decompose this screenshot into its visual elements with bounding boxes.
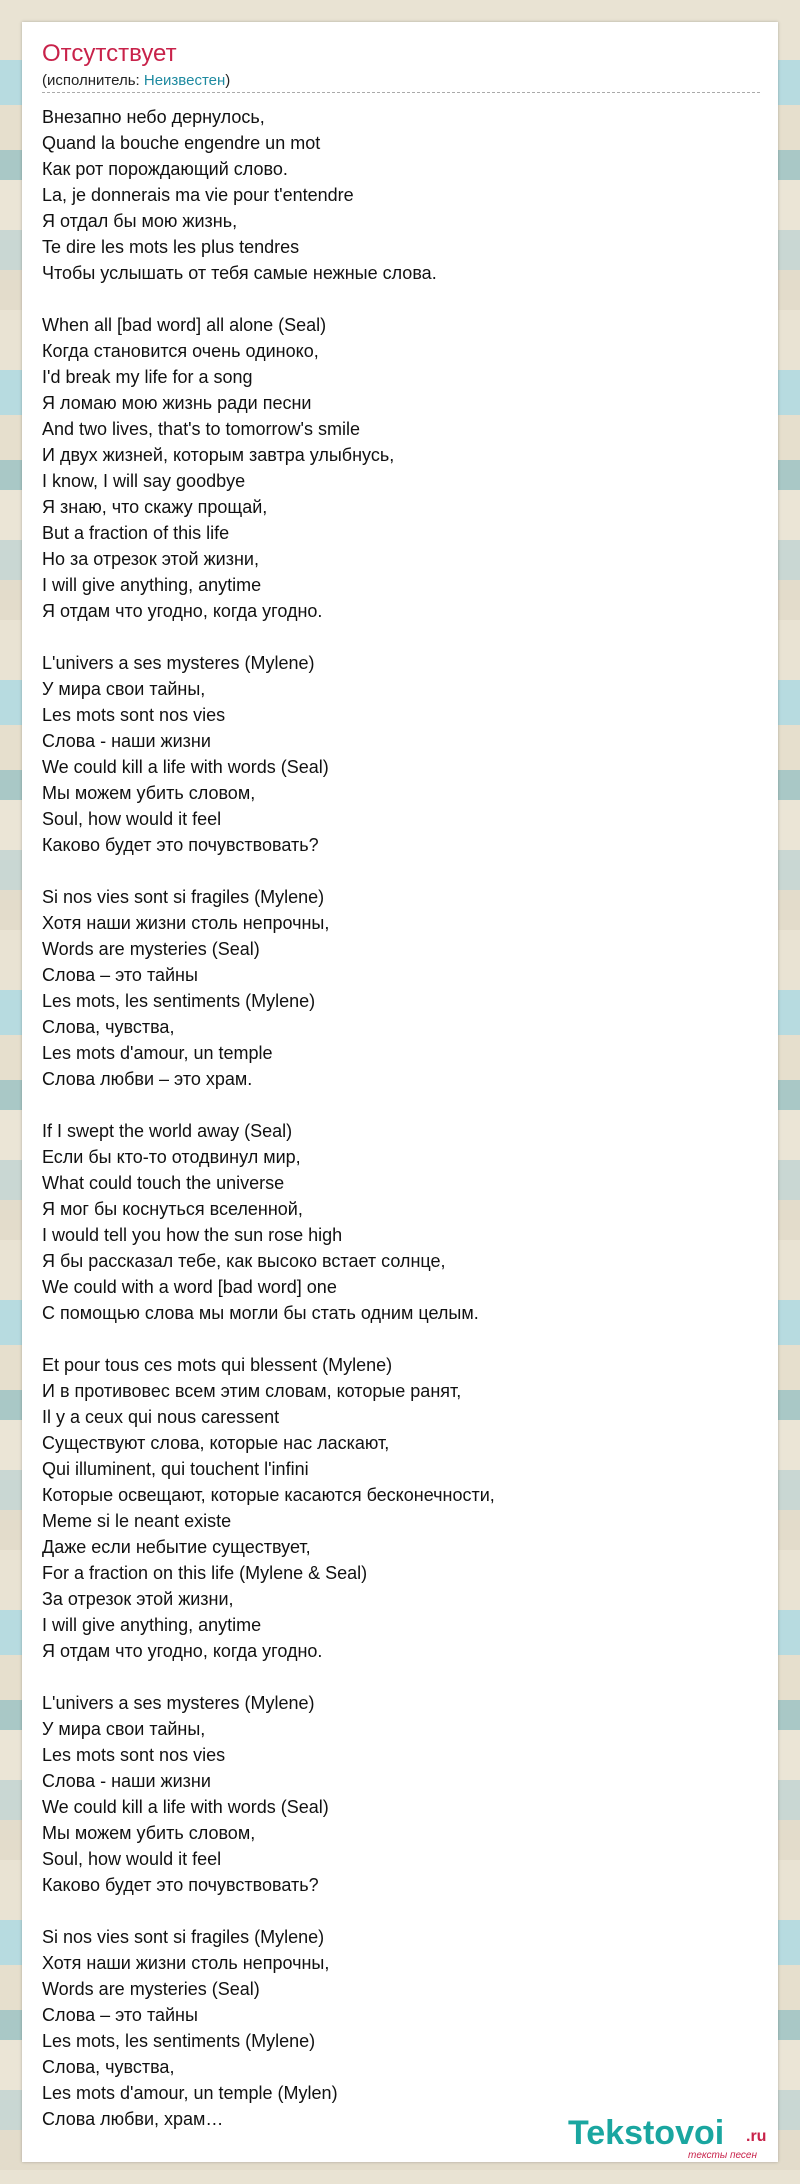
- lyric-line: What could touch the universe: [42, 1173, 285, 1193]
- lyric-line: I would tell you how the sun rose high: [42, 1225, 343, 1245]
- lyric-line: Внезапно небо дернулось,: [42, 107, 265, 127]
- lyric-line: L'univers a ses mysteres (Mylene): [42, 1693, 315, 1713]
- lyric-line: We could with a word [bad word] one: [42, 1277, 337, 1297]
- lyric-line: Слова – это тайны: [42, 2005, 198, 2025]
- logo-wordmark: Tekstovoi: [568, 2114, 725, 2152]
- lyric-line: Si nos vies sont si fragiles (Mylene): [42, 887, 325, 907]
- lyrics-stanza: [42, 650, 742, 858]
- lyrics-stanza: [42, 1924, 742, 2132]
- header-divider: [42, 92, 760, 93]
- lyric-line: Words are mysteries (Seal): [42, 939, 260, 959]
- artist-prefix: (исполнитель:: [42, 72, 144, 89]
- lyric-line: Мы можем убить словом,: [42, 1823, 256, 1843]
- lyric-line: Хотя наши жизни столь непрочны,: [42, 1953, 330, 1973]
- site-logo[interactable]: [568, 2114, 778, 2161]
- lyric-line: Слова, чувства,: [42, 2057, 175, 2077]
- lyric-line: У мира свои тайны,: [42, 1719, 206, 1739]
- lyric-line: Каково будет это почувствовать?: [42, 835, 319, 855]
- artist-suffix: ): [225, 72, 231, 89]
- lyric-line: Слова, чувства,: [42, 1017, 175, 1037]
- lyric-line: Чтобы услышать от тебя самые нежные слова.: [42, 263, 437, 283]
- lyric-line: Les mots d'amour, un temple: [42, 1043, 273, 1063]
- lyric-line: I will give anything, anytime: [42, 575, 262, 595]
- lyric-line: Les mots, les sentiments (Mylene): [42, 991, 316, 1011]
- lyric-line: Quand la bouche engendre un mot: [42, 133, 321, 153]
- lyrics-stanza: [42, 312, 742, 624]
- lyric-line: And two lives, that's to tomorrow's smile: [42, 419, 360, 439]
- lyric-line: Qui illuminent, qui touchent l'infini: [42, 1459, 309, 1479]
- lyrics-card: [22, 22, 778, 2162]
- lyric-line: Как рот порождающий слово.: [42, 159, 288, 179]
- lyric-line: Les mots sont nos vies: [42, 705, 226, 725]
- lyric-line: I know, I will say goodbye: [42, 471, 246, 491]
- logo-tagline: тексты песен: [688, 2150, 757, 2161]
- lyrics-stanza: [42, 104, 742, 286]
- lyrics-stanza: [42, 1118, 742, 1326]
- lyric-line: Te dire les mots les plus tendres: [42, 237, 300, 257]
- lyric-line: We could kill a life with words (Seal): [42, 1797, 329, 1817]
- lyric-line: За отрезок этой жизни,: [42, 1589, 234, 1609]
- lyric-line: When all [bad word] all alone (Seal): [42, 315, 327, 335]
- lyric-line: Мы можем убить словом,: [42, 783, 256, 803]
- lyric-line: Soul, how would it feel: [42, 1849, 222, 1869]
- lyric-line: И в противовес всем этим словам, которые ранят,: [42, 1381, 462, 1401]
- lyric-line: Слова - наши жизни: [42, 1771, 211, 1791]
- lyric-line: Слова - наши жизни: [42, 731, 211, 751]
- lyric-line: Когда становится очень одиноко,: [42, 341, 319, 361]
- lyric-line: I'd break my life for a song: [42, 367, 253, 387]
- lyric-line: If I swept the world away (Seal): [42, 1121, 293, 1141]
- lyric-line: Soul, how would it feel: [42, 809, 222, 829]
- lyric-line: И двух жизней, которым завтра улыбнусь,: [42, 445, 395, 465]
- lyrics-stanza: [42, 1352, 742, 1664]
- lyric-line: Я знаю, что скажу прощай,: [42, 497, 268, 517]
- lyric-line: Meme si le neant existe: [42, 1511, 232, 1531]
- lyric-line: Я отдал бы мою жизнь,: [42, 211, 238, 231]
- lyric-line: Которые освещают, которые касаются бесконечности,: [42, 1485, 495, 1505]
- lyric-line: Я ломаю мою жизнь ради песни: [42, 393, 312, 413]
- lyric-line: Я бы рассказал тебе, как высоко встает солнце,: [42, 1251, 446, 1271]
- lyric-line: Et pour tous ces mots qui blessent (Mylene): [42, 1355, 393, 1375]
- lyric-line: Каково будет это почувствовать?: [42, 1875, 319, 1895]
- lyric-line: Слова любви, храм…: [42, 2109, 224, 2129]
- lyric-line: Существуют слова, которые нас ласкают,: [42, 1433, 390, 1453]
- lyric-line: La, je donnerais ma vie pour t'entendre: [42, 185, 354, 205]
- lyric-line: Les mots sont nos vies: [42, 1745, 226, 1765]
- lyric-line: Я отдам что угодно, когда угодно.: [42, 1641, 323, 1661]
- lyric-line: I will give anything, anytime: [42, 1615, 262, 1635]
- lyric-line: Даже если небытие существует,: [42, 1537, 311, 1557]
- lyric-line: Les mots, les sentiments (Mylene): [42, 2031, 316, 2051]
- lyrics-stanza: [42, 1690, 742, 1898]
- artist-line: [42, 72, 230, 89]
- artist-link[interactable]: Неизвестен: [143, 72, 226, 89]
- lyric-line: But a fraction of this life: [42, 523, 230, 543]
- lyric-line: Il y a ceux qui nous caressent: [42, 1407, 280, 1427]
- lyric-line: С помощью слова мы могли бы стать одним целым.: [42, 1303, 479, 1323]
- lyric-line: Les mots d'amour, un temple (Mylen): [42, 2083, 338, 2103]
- lyric-line: Но за отрезок этой жизни,: [42, 549, 259, 569]
- lyric-line: Si nos vies sont si fragiles (Mylene): [42, 1927, 325, 1947]
- lyric-line: Слова любви – это храм.: [42, 1069, 253, 1089]
- lyric-line: Хотя наши жизни столь непрочны,: [42, 913, 330, 933]
- lyric-line: Слова – это тайны: [42, 965, 198, 985]
- lyric-line: Я отдам что угодно, когда угодно.: [42, 601, 323, 621]
- lyric-line: L'univers a ses mysteres (Mylene): [42, 653, 315, 673]
- song-title: Отсутствует: [42, 40, 177, 67]
- lyric-line: Words are mysteries (Seal): [42, 1979, 260, 1999]
- lyrics-stanza: [42, 884, 742, 1092]
- lyric-line: У мира свои тайны,: [42, 679, 206, 699]
- lyric-line: Если бы кто-то отодвинул мир,: [42, 1147, 301, 1167]
- lyrics-text: [42, 104, 742, 2158]
- logo-domain: .ru: [746, 2128, 767, 2145]
- lyric-line: For a fraction on this life (Mylene & Seal): [42, 1563, 368, 1583]
- lyric-line: We could kill a life with words (Seal): [42, 757, 329, 777]
- lyric-line: Я мог бы коснуться вселенной,: [42, 1199, 303, 1219]
